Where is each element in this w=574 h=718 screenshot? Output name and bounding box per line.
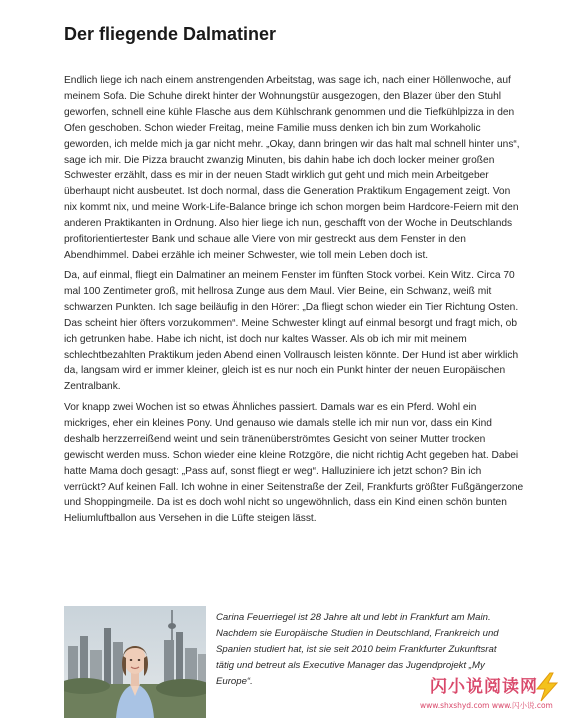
author-bio: Carina Feuerriegel ist 28 Jahre alt und lebt in Frankfurt am Main. Nachdem sie Europäische Studien in Deutschland, Frankreich und Spanien studiert hat, ist sie seit 2010 beim Frankfurter Zukunftsrat tätig und betreut als Executive Manager das Jugendprojekt „My Europe“. [216,612,499,687]
paragraph-3: Vor knapp zwei Wochen ist so etwas Ähnliches passiert. Damals war es ein Pferd. Wohl ein mickriges, eher ein kleines Pony. Und genauso wie damals stelle ich mir nun vor, dass ein Kind deshalb herzzerreißend weint und sein tränenüberströmtes Gesicht von seiner Mutter trocken gewischt werden muss. Schon wieder eine kleine Rotzgöre, die nicht richtig Acht gegeben hat. Dabei hatte Mama doch gesagt: „Pass auf, sonst fliegt er weg“. Halluziniere ich jetzt schon? Bin ich verrückt? Auf keinen Fall. Ich wohne in einer Seitenstraße der Zeil, Frankfurts größter Fußgängerzone und Shoppingmeile. Da ist es doch wohl nicht so ungewöhnlich, dass ein Kind einen schön bunten Heliumluftballon aus Versehen in die Lüfte steigen lässt. [64,402,524,525]
author-photo [64,606,206,718]
document-title: Der fliegende Dalmatiner [64,24,277,44]
watermark-text: 闪小说阅读网 [430,677,538,697]
lightning-bolt-icon [532,672,562,702]
site-watermark [420,672,570,716]
paragraph-2: Da, auf einmal, fliegt ein Dalmatiner an meinem Fenster im fünften Stock vorbei. Kein Witz. Circa 70 mal 100 Zentimeter groß, mit hellrosa Zunge aus dem Maul. Vier Beine, ein Schwanz, weiß mit schwarzen Punkten. Ich sage beiläufig in den Hörer: „Da fliegt schon wieder ein Tier Richtung Osten. Das scheint hier öfters vorzukommen“. Meine Schwester klingt auf einmal besorgt und fragt mich, ob ich getrunken habe. Habe ich nicht, ist doch nur kaltes Wasser. Als ob ich mir mit meinem schlechtbezahlten Praktikum jeden Abend einen Vollrausch leisten könnte. Der Hund ist aber wirklich da, langsam wird er immer kleiner, gleich ist es nur noch ein Punkt hinter der neuen Europäischen Zentralbank. [64,270,519,393]
author-portrait-image [64,606,206,718]
paragraph-1: Endlich liege ich nach einem anstrengenden Arbeitstag, was sage ich, nach einer Höllenwoche, auf meinem Sofa. Die Schuhe direkt hinter der Wohnungstür ausgezogen, den Blazer über den Stuhl geworfen, schnell eine kühle Flasche aus dem Kühlschrank genommen und die Tiefkühlpizza in den Ofen geschoben. Schon wieder Freitag, meine Familie muss denken ich bin zum Workaholic geworden, ich melde mich ja gar nicht mehr. „Okay, dann bringen wir das halt mal schnell hinter uns“, sage ich mir. Die Pizza braucht zwanzig Minuten, bis dahin habe ich doch locker meiner großen Schwester erzählt, dass es mir in der neuen Stadt wirklich gut geht und mich mein Arbeitgeber überhaupt nicht ausbeutet. Ist doch normal, dass die Generation Praktikum Engagement zeigt. Von nix kommt nix, und meine Work-Life-Balance bringe ich schon morgen beim Hardcore-Feiern mit den anderen Praktikanten in Ordnung. Also hier liege ich nun, geschafft von der Woche in Deutschlands profitorientiertester Bank und schaue alle Viere von mir gestreckt aus dem Fenster in den Abendhimmel. Dabei erzähle ich meiner Schwester, wie toll mein Leben doch ist. [64,75,520,261]
watermark-url: www.shxshyd.com www.闪小说.com [420,701,553,710]
